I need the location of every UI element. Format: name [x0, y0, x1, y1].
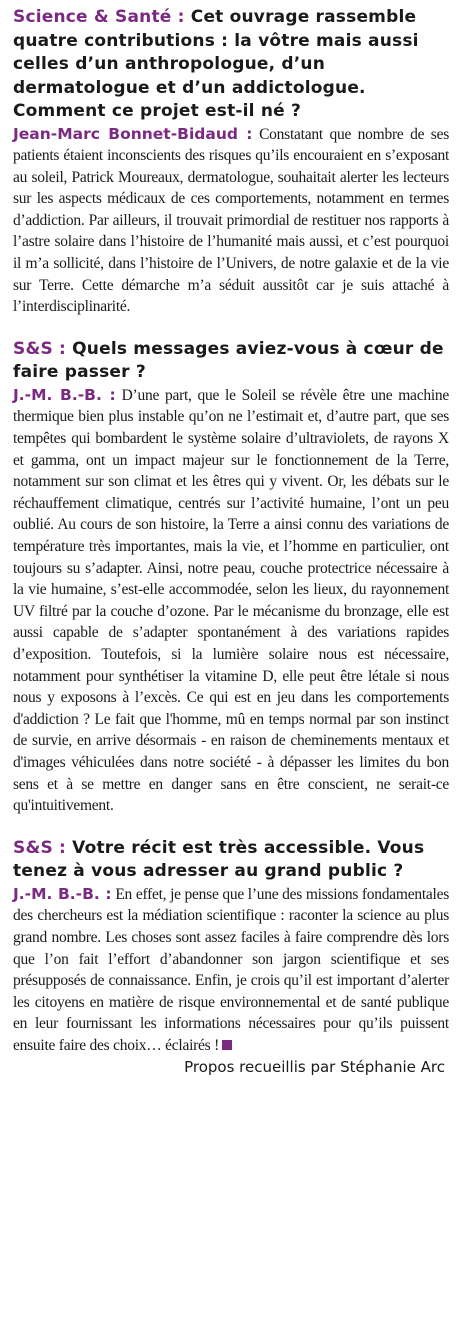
- answer-3: [13, 884, 449, 1057]
- answer-text: D’une part, que le Soleil se révèle être une machine thermique bien plus instable qu’on ne l’estimait et, d’autre part, que ses tempêtes qui bombardent le système solaire d’ultraviolets, de rayons X et gamma, ont un impact majeur sur le fonctionnement de la Terre, notamment sur son climat et les êtres qui y vivent. Or, les débats sur le réchauffement climatique, centrés sur l’activité humaine, l’ont un peu oublié. Au cours de son histoire, la Terre a ainsi connu des variations de température très importantes, mais la vie, et l’homme en particulier, ont toujours su s’adapter. Ainsi, notre peau, couche protectrice nécessaire à la vie humaine, s’est-elle accommodée, selon les lieux, du rayonnement UV filtré par la couche d’ozone. Par le mécanisme du bronzage, elle est aussi capable de s’adapter spontanément à des variations rapides d’exposition. Toutefois, si la lumière solaire nous est nécessaire, notamment pour synthétiser la vitamine D, elle peut être létale si nous nous y exposons à l’excès. Ce qui est en jeu dans les comportements d'addiction ? Le fait que l'homme, mû en temps normal par son instinct de survie, en arrive désormais - en raison de cheminements mentaux et d'images véhiculées dans notre société - à dépasser les limites du bon sens et à se mettre en danger sans en être conscient, ne serait-ce qu'intuitivement.: [13, 386, 450, 815]
- question-1: [13, 6, 449, 124]
- block-spacer: [13, 817, 449, 837]
- interview-article: [13, 6, 449, 1078]
- question-text: Quels messages aviez-vous à cœur de faire passer ?: [13, 338, 444, 383]
- question-speaker: Science & Santé :: [13, 7, 185, 27]
- answer-speaker: J.-M. B.-B. :: [13, 884, 112, 903]
- end-of-article-square-icon: [222, 1040, 232, 1050]
- answer-text: En effet, je pense que l’une des missions fondamentales des chercheurs est la médiation scientifique : raconter la science au plus grand nombre. Les choses sont assez faciles à faire comprendre dès lors que l’on fait l’effort d’abandonner son jargon scientifique et ses présupposés de connaissance. Enfin, je crois qu’il est important d’alerter les citoyens en matière de risque environnemental et de santé publique en leur fournissant les informations nécessaires pour qu’ils puissent ensuite faire des choix… éclairés !: [13, 885, 450, 1054]
- interview-block-3: [13, 837, 449, 1057]
- interview-credit: Propos recueillis par Stéphanie Arc: [184, 1058, 445, 1077]
- interview-block-2: [13, 338, 449, 817]
- answer-1: [13, 124, 449, 318]
- question-speaker: S&S :: [13, 338, 67, 359]
- interview-block-1: [13, 6, 449, 318]
- answer-speaker: J.-M. B.-B. :: [13, 385, 116, 404]
- answer-2: [13, 385, 449, 817]
- answer-speaker: Jean-Marc Bonnet-Bidaud :: [13, 124, 253, 143]
- question-text: Cet ouvrage rassemble quatre contributions : la vôtre mais aussi celles d’un anthropologue, d’un dermatologue et d’un addictologue. Comment ce projet est-il né ?: [13, 7, 419, 121]
- question-3: [13, 837, 449, 884]
- question-speaker: S&S :: [13, 837, 67, 858]
- question-text: Votre récit est très accessible. Vous tenez à vous adresser au grand public ?: [13, 837, 425, 882]
- block-spacer: [13, 318, 449, 338]
- answer-text: Constatant que nombre de ses patients étaient inconscients des risques qu’ils encouraient en s’exposant au soleil, Patrick Moureaux, dermatologue, souhaitait alerter les lecteurs sur les aspects médicaux de ces comportements, notamment en termes d’addiction. Par ailleurs, il trouvait primordial de restituer nos rapports à l’astre solaire dans l’histoire de l’humanité mais aussi, et c’est pourquoi il m’a sollicité, dans l’histoire de l’Univers, de notre galaxie et de la vie sur Terre. Cette démarche m’a séduit aussitôt car je suis attaché à l’interdisciplinarité.: [13, 125, 449, 316]
- question-2: [13, 338, 449, 385]
